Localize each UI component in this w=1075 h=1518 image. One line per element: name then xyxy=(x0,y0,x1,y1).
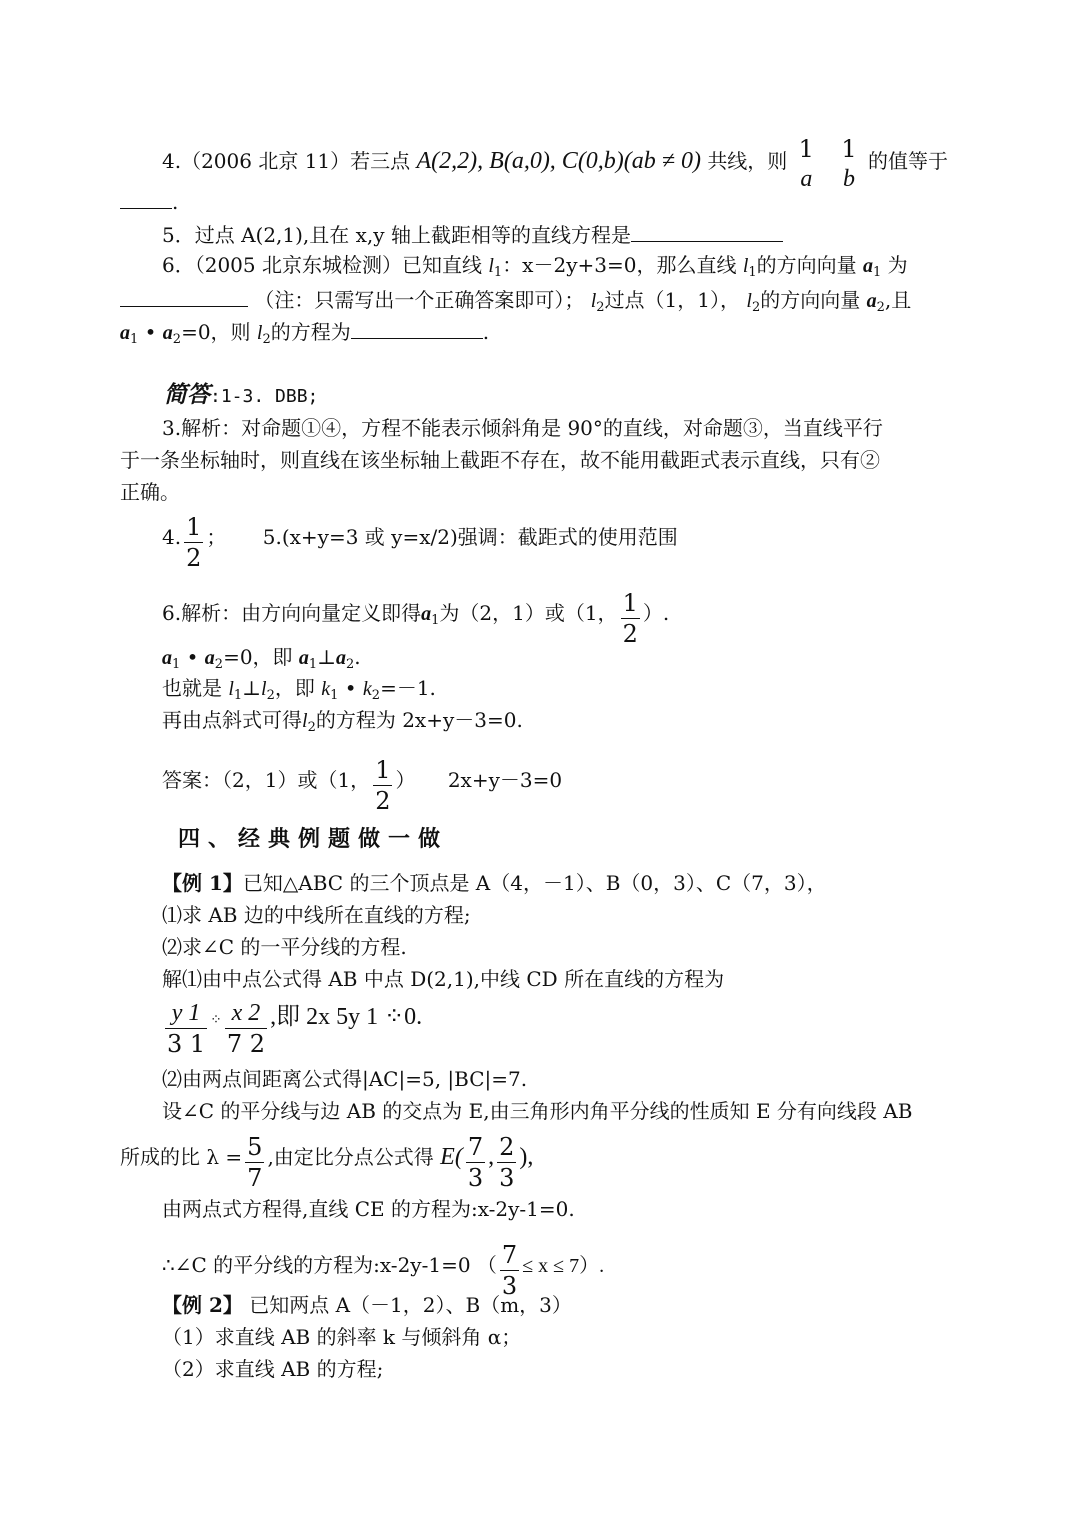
q6-blank-1[interactable] xyxy=(120,286,248,307)
ex2-part-2: （2）求直线 AB 的方程; xyxy=(162,1357,384,1381)
q5-line xyxy=(162,221,783,248)
final-text-c: 2x+y－3=0 xyxy=(447,768,563,792)
a5-text: 5.(x+y=3 或 y=x/2)强调：截距式的使用范围 xyxy=(262,525,678,549)
q6-a2-c: a xyxy=(162,322,173,344)
ex1-label: 【例 1】 xyxy=(162,871,243,895)
a6-a2-b-sub: 2 xyxy=(346,657,355,672)
ex2-line-3 xyxy=(162,1356,383,1382)
ex1-eq-line xyxy=(162,998,422,1059)
a6-text-1b: 为（2，1）或（1， xyxy=(439,601,618,625)
a4-line xyxy=(162,512,678,573)
q6-a2-sub: 2 xyxy=(876,300,885,315)
a6-a1-b-sub: 1 xyxy=(172,657,181,672)
ex1-line-9 xyxy=(162,1196,575,1222)
q6-text-1a: 6．（2005 北京东城检测）已知直线 xyxy=(162,253,482,277)
a6-l2-b-sub: 2 xyxy=(307,720,316,735)
q6-period: . xyxy=(482,320,490,344)
ex1-sol-6b: ≤ x ≤ 7）. xyxy=(522,1255,605,1277)
ex1-line-2 xyxy=(162,902,471,928)
ex1-sol-5: 由两点式方程得,直线 CE 的方程为:x-2y-1=0. xyxy=(162,1197,575,1221)
q6-l2-c: l xyxy=(256,322,263,344)
ex1-sol-4b: ,由定比分点公式得 xyxy=(267,1145,434,1169)
a4-suffix: ； xyxy=(206,525,227,549)
q6-text-3a: =0，则 xyxy=(181,320,251,344)
ex2-line-2 xyxy=(162,1324,521,1350)
q5-blank[interactable] xyxy=(631,221,783,242)
a6-l1: l xyxy=(228,678,234,700)
a6-perp-2: ⊥ xyxy=(242,676,262,700)
a6-frac: $\frac{1}{2}$ xyxy=(622,589,638,648)
q6-line-3 xyxy=(120,318,489,353)
q6-l1-b-sub: 1 xyxy=(748,265,757,280)
a6-text-1a: 6.解析：由方向向量定义即得 xyxy=(162,601,422,625)
ex1-Ey-frac: $\frac{2}{3}$ xyxy=(499,1133,515,1192)
a6-a1-c-sub: 1 xyxy=(308,657,318,672)
ex1-part-1: ⑴求 AB 边的中线所在直线的方程; xyxy=(162,903,471,927)
q4-suffix: 的值等于 xyxy=(867,149,948,173)
q6-a2: a xyxy=(866,290,877,312)
q6-l2-b-sub: 2 xyxy=(751,300,761,315)
a6-perp: ⊥ xyxy=(317,645,337,669)
ex1-sol-3: 设∠C 的平分线与边 AB 的交点为 E,由三角形内角平分线的性质知 E 分有向线段 AB xyxy=(162,1099,913,1123)
ex1-sol-2: ⑵由两点间距离公式得|AC|=5, |BC|=7. xyxy=(162,1067,528,1091)
a6-l1-sub: 1 xyxy=(233,688,243,703)
q6-text-1b: 的方向向量 xyxy=(756,253,857,277)
ex2-line-1 xyxy=(162,1292,572,1318)
ex1-line-8: 所成的比 λ = $\frac{5}{7}$ ,由定比分点公式得 E( $\frac{7}{3}$ , $\frac{2}{3}$ ), xyxy=(120,1133,534,1192)
q6-line-1 xyxy=(162,252,908,286)
a6-k2: k xyxy=(362,678,372,700)
ex3-text-1: 3.解析：对命题①④，方程不能表示倾斜角是 90°的直线，对命题③，当直线平行 xyxy=(162,416,883,440)
ex1-eq-mid: ⁘ xyxy=(210,1012,222,1028)
ex1-line-7 xyxy=(162,1098,912,1124)
q6-a1-sub: 1 xyxy=(873,265,882,280)
a6-k2-sub: 2 xyxy=(371,688,381,703)
q6-text-2d: ,且 xyxy=(884,288,912,312)
ex1-range-frac: $\frac{7}{3}$ xyxy=(501,1241,518,1300)
q6-l1-b: l xyxy=(742,255,749,277)
q4-prefix: 4.（2006 北京 11）若三点 xyxy=(162,149,411,173)
ex1-line-4 xyxy=(162,966,724,992)
final-text-b: ） xyxy=(395,768,416,792)
a6-k1: k xyxy=(321,678,331,700)
final-frac: $\frac{1}{2}$ xyxy=(375,756,391,815)
ex1-line-1 xyxy=(162,870,827,896)
ex1-eq-frac-2: $\frac{x 2}{7 2}$ xyxy=(226,1000,266,1058)
ex3-line-2 xyxy=(120,447,880,473)
q6-blank-2[interactable] xyxy=(351,318,483,339)
q6-l2-b: l xyxy=(746,290,752,312)
q6-a1-c: a xyxy=(120,322,130,344)
a6-a1-sub: 1 xyxy=(431,613,440,628)
answers-first xyxy=(164,382,318,410)
ex2-part-1: （1）求直线 AB 的斜率 k 与倾斜角 α； xyxy=(162,1325,522,1349)
a6-a2: a xyxy=(204,647,215,669)
q6-line-2 xyxy=(120,286,911,321)
q4-line xyxy=(162,134,948,194)
answers-first-text: :1-3. DBB; xyxy=(210,386,319,407)
ex1-stmt: 已知△ABC 的三个顶点是 A（4，－1）、B（0，3）、C（7，3）， xyxy=(242,871,827,895)
a6-line-3: 也就是 $l_1\perp l_2$，即 $k_1$ • $k_2=-1$. xyxy=(162,676,436,703)
a6-a2-sub: 2 xyxy=(214,657,224,672)
q6-text-2c: 的方向向量 xyxy=(760,288,861,312)
a6-text-3a: 也就是 xyxy=(162,676,222,700)
ex1-eq-frac-1: $\frac{y 1}{3 1}$ xyxy=(167,1000,206,1058)
a6-text-3c: ，即 xyxy=(274,676,315,700)
q6-a1: a xyxy=(863,255,874,277)
q6-a2-c-sub: 2 xyxy=(172,332,182,347)
a4-prefix: 4. xyxy=(162,525,182,549)
q6-l2: l xyxy=(590,290,597,312)
ex3-line-3 xyxy=(120,479,180,505)
ex1-E: E( xyxy=(440,1144,463,1170)
a6-text-4b: 的方程为 2x+y－3=0. xyxy=(315,708,523,732)
ex1-part-2: ⑵求∠C 的一平分线的方程. xyxy=(162,935,407,959)
q6-a1-c-sub: 1 xyxy=(130,332,139,347)
ex1-Ex-frac: $\frac{7}{3}$ xyxy=(467,1133,484,1192)
q6-l1: l xyxy=(488,255,494,277)
final-text-a: 答案：（2，1）或（1， xyxy=(162,768,371,792)
ex3-line-1 xyxy=(162,415,883,441)
a4-frac: $\frac{1}{2}$ xyxy=(186,513,202,572)
q4-period: . xyxy=(172,190,179,214)
ex3-text-2: 于一条坐标轴时，则直线在该坐标轴上截距不存在，故不能用截距式表示直线，只有② xyxy=(120,448,880,472)
a6-k1-sub: 1 xyxy=(330,688,339,703)
answers-label: 简答 xyxy=(164,381,210,408)
ex1-sol-6a: ∴∠C 的平分线的方程为:x-2y-1=0 （ xyxy=(162,1253,497,1277)
q6-text-1c: 为 xyxy=(887,253,908,277)
q4-frac-1b: 1 b xyxy=(841,135,857,192)
a6-l2-sub: 2 xyxy=(266,688,275,703)
ex1-ratio-frac: $\frac{5}{7}$ xyxy=(247,1133,263,1192)
q5-text: 5．过点 A(2,1),且在 x,y 轴上截距相等的直线方程是 xyxy=(162,223,631,247)
ex1-line-6 xyxy=(162,1066,527,1092)
a6-a2-b: a xyxy=(336,647,347,669)
ex2-label: 【例 2】 xyxy=(162,1293,243,1317)
ex1-line-3 xyxy=(162,934,407,960)
ex2-stmt: 已知两点 A（－1，2）、B（m，3） xyxy=(249,1293,572,1317)
ex1-sol-4c: ), xyxy=(519,1144,534,1170)
q4-middle: 共线，则 xyxy=(707,149,788,173)
q6-l2-c-sub: 2 xyxy=(262,332,271,347)
a6-l2: l xyxy=(261,678,267,700)
q4-points: A(2,2), B(a,0), C(0,b)(ab ≠ 0) xyxy=(416,148,701,174)
final-answer-line xyxy=(162,755,562,816)
a6-text-3d: =－1. xyxy=(380,676,436,700)
ex3-text-3: 正确。 xyxy=(120,480,180,504)
a6-line-2: $a_1$ • $a_2=0$，即 $a_1\perp a_2$. xyxy=(162,645,361,672)
q6-text-2a: （注：只需写出一个正确答案即可）； xyxy=(254,288,585,312)
a6-line-1 xyxy=(162,588,669,649)
q6-l2-sub: 2 xyxy=(596,300,605,315)
ex1-sol-4a: 所成的比 λ = xyxy=(120,1145,243,1169)
q4-frac-1a: 1 a xyxy=(798,135,814,192)
ex1-sol-1: 解⑴由中点公式得 AB 中点 D(2,1),中线 CD 所在直线的方程为 xyxy=(162,967,725,991)
a6-text-2c: . xyxy=(354,645,361,669)
q6-eq: ：x－2y+3=0，那么直线 xyxy=(502,253,737,277)
q6-text-2b: 过点（1，1）， xyxy=(604,288,741,312)
ex1-eq-tail: ,即 2x 5y 1 ⁘0. xyxy=(270,1004,423,1030)
a6-text-4a: 再由点斜式可得 xyxy=(162,708,302,732)
a6-line-4 xyxy=(162,707,523,741)
q4-blank[interactable] xyxy=(120,188,172,209)
a6-text-1c: ）. xyxy=(642,601,670,625)
q6-text-3b: 的方程为 xyxy=(270,320,351,344)
q6-l1-sub: 1 xyxy=(493,265,503,280)
section-title: 四、经典例题做一做 xyxy=(178,826,449,852)
a6-a1: a xyxy=(421,603,432,625)
a6-a1-b: a xyxy=(162,647,172,669)
q6-dot: • xyxy=(144,320,157,344)
a6-a1-c: a xyxy=(298,647,309,669)
q4-answer-line xyxy=(120,188,178,215)
a6-text-2a: =0，即 xyxy=(223,645,293,669)
a6-l2-b: l xyxy=(302,710,308,732)
